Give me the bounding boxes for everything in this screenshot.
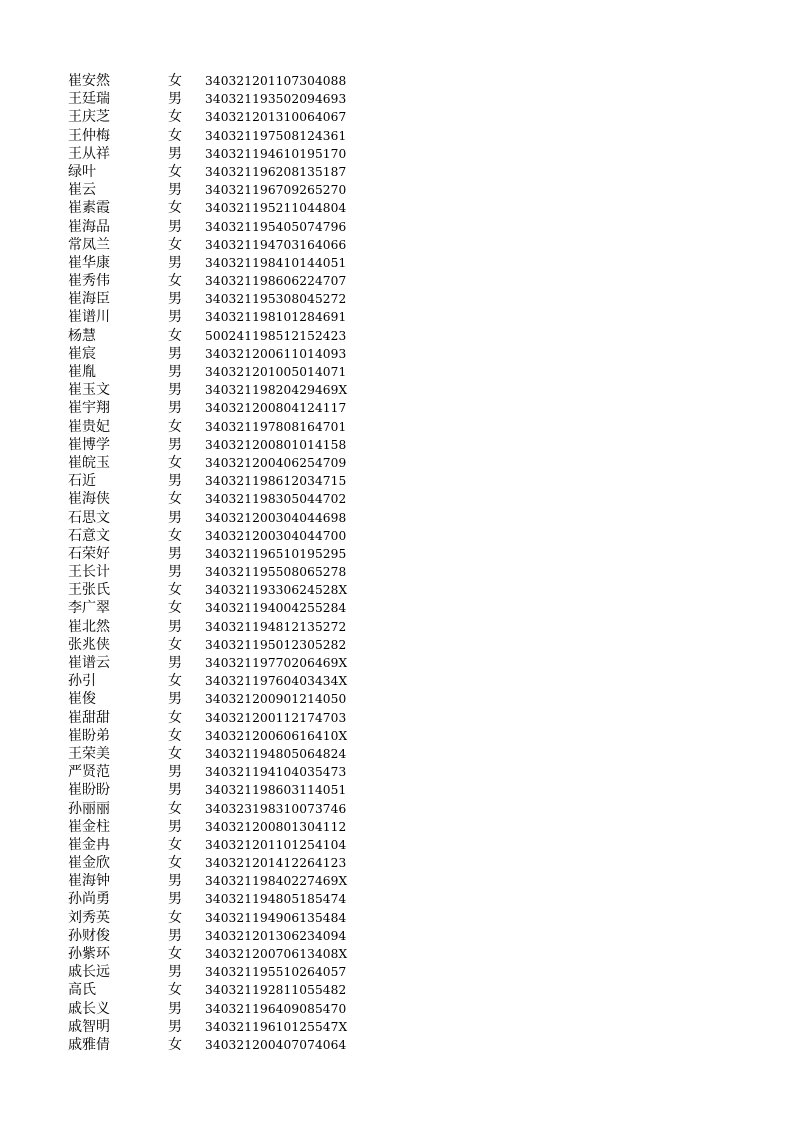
- person-gender: 女: [168, 745, 182, 762]
- person-name: 崔甜甜: [68, 709, 110, 726]
- person-gender: 女: [168, 800, 182, 817]
- id-number: 340321201101254104: [205, 837, 347, 852]
- id-number: 340321196510195295: [205, 546, 347, 561]
- id-number: 340321201107304088: [205, 74, 347, 88]
- id-number: 340321196409085470: [205, 1001, 347, 1016]
- person-gender: 女: [168, 127, 182, 144]
- table-row: [68, 654, 368, 672]
- person-name: 戚雅倩: [68, 1036, 110, 1053]
- table-row: [68, 272, 368, 290]
- person-gender: 女: [168, 709, 182, 726]
- id-number: 340321194812135272: [205, 619, 347, 634]
- person-gender: 男: [168, 782, 182, 799]
- person-name: 孙引: [68, 673, 96, 690]
- person-gender: 女: [168, 327, 182, 344]
- id-number: 340321196208135187: [205, 164, 347, 179]
- id-number: 340321200407074064: [205, 1037, 347, 1052]
- id-number: 340321201412264123: [205, 856, 347, 871]
- person-gender: 男: [168, 291, 182, 308]
- person-name: 崔海侠: [68, 491, 110, 508]
- person-name: 王长计: [68, 564, 110, 581]
- table-row: [68, 454, 368, 472]
- person-name: 孙紫环: [68, 946, 110, 962]
- table-row: [68, 1018, 368, 1036]
- table-row: [68, 254, 368, 272]
- table-row: [68, 418, 368, 436]
- person-gender: 男: [168, 545, 182, 562]
- table-row: [68, 963, 368, 981]
- id-number: 340321200406254709: [205, 455, 347, 470]
- table-row: [68, 800, 368, 818]
- table-row: [68, 108, 368, 126]
- table-row: [68, 836, 368, 854]
- person-gender: 女: [168, 855, 182, 872]
- person-gender: 男: [168, 873, 182, 890]
- id-number: 340321198606224707: [205, 274, 347, 289]
- id-number: 340321201005014071: [205, 365, 347, 379]
- person-gender: 男: [168, 509, 182, 526]
- table-row: [68, 563, 368, 581]
- id-number: 340321197808164701: [205, 419, 347, 434]
- person-name: 崔俊: [68, 691, 96, 708]
- person-gender: 男: [168, 145, 182, 162]
- table-row: [68, 381, 368, 399]
- person-gender: 男: [168, 364, 182, 380]
- person-gender: 男: [168, 309, 182, 326]
- person-gender: 女: [168, 527, 182, 544]
- id-number: 34032119760403434X: [205, 674, 348, 689]
- person-gender: 男: [168, 891, 182, 908]
- id-number: 340321198305044702: [205, 492, 347, 507]
- person-list: [68, 72, 368, 1054]
- id-number: 34032119330624528X: [205, 583, 348, 598]
- table-row: [68, 199, 368, 217]
- person-gender: 男: [168, 254, 182, 271]
- person-name: 严贤范: [68, 764, 110, 781]
- person-name: 崔金欣: [68, 855, 110, 872]
- person-name: 石近: [68, 473, 96, 490]
- person-gender: 男: [168, 618, 182, 635]
- id-number: 340321200901214050: [205, 692, 347, 707]
- person-name: 崔秀伟: [68, 273, 110, 290]
- table-row: [68, 1000, 368, 1018]
- person-gender: 男: [168, 655, 182, 671]
- table-row: [68, 345, 368, 363]
- table-row: [68, 236, 368, 254]
- person-name: 崔玉文: [68, 382, 110, 399]
- person-gender: 女: [168, 582, 182, 599]
- table-row: [68, 818, 368, 836]
- person-name: 石意文: [68, 527, 110, 544]
- person-name: 崔海臣: [68, 291, 110, 308]
- table-row: [68, 872, 368, 890]
- id-number: 34032119820429469X: [205, 383, 348, 398]
- person-name: 崔云: [68, 182, 96, 199]
- person-gender: 男: [168, 964, 182, 981]
- person-name: 崔皖玉: [68, 454, 110, 471]
- table-row: [68, 890, 368, 908]
- person-name: 孙财俊: [68, 927, 110, 944]
- person-gender: 男: [168, 91, 182, 108]
- person-name: 崔贵妃: [68, 418, 110, 435]
- table-row: [68, 854, 368, 872]
- id-number: 340323198310073746: [205, 801, 347, 816]
- person-name: 张兆侠: [68, 636, 110, 653]
- person-name: 崔宇翔: [68, 400, 110, 417]
- table-row: [68, 127, 368, 145]
- table-row: [68, 308, 368, 326]
- person-gender: 女: [168, 109, 182, 126]
- person-name: 崔谱川: [68, 309, 110, 326]
- person-name: 王张氏: [68, 582, 110, 599]
- person-gender: 女: [168, 946, 182, 962]
- table-row: [68, 363, 368, 381]
- person-name: 石思文: [68, 509, 110, 526]
- id-number: 340321192811055482: [205, 983, 347, 998]
- id-number: 340321194906135484: [205, 910, 347, 925]
- table-row: [68, 90, 368, 108]
- id-number: 340321200801014158: [205, 437, 347, 452]
- person-gender: 女: [168, 454, 182, 471]
- table-row: [68, 763, 368, 781]
- id-number: 340321196709265270: [205, 183, 347, 198]
- person-name: 杨慧: [68, 327, 96, 344]
- id-number: 340321200804124117: [205, 401, 347, 416]
- person-name: 崔安然: [68, 73, 110, 89]
- table-row: [68, 618, 368, 636]
- person-name: 孙丽丽: [68, 800, 110, 817]
- person-name: 崔盼盼: [68, 782, 110, 799]
- table-row: [68, 636, 368, 654]
- table-row: [68, 181, 368, 199]
- table-row: [68, 399, 368, 417]
- person-name: 王荣美: [68, 745, 110, 762]
- person-gender: 女: [168, 236, 182, 253]
- table-row: [68, 290, 368, 308]
- person-name: 崔素霞: [68, 200, 110, 217]
- person-name: 戚长义: [68, 1000, 110, 1017]
- person-gender: 男: [168, 1000, 182, 1017]
- id-number: 34032119840227469X: [205, 874, 348, 889]
- person-name: 孙尚勇: [68, 891, 110, 908]
- person-name: 崔胤: [68, 364, 96, 380]
- id-number: 34032120070613408X: [205, 947, 348, 961]
- id-number: 340321201310064067: [205, 110, 347, 125]
- table-row: [68, 72, 368, 90]
- id-number: 340321193502094693: [205, 92, 347, 107]
- table-row: [68, 145, 368, 163]
- person-name: 刘秀英: [68, 909, 110, 926]
- id-number: 340321198603114051: [205, 783, 347, 798]
- table-row: [68, 218, 368, 236]
- id-number: 340321195405074796: [205, 219, 347, 234]
- person-gender: 女: [168, 273, 182, 290]
- person-gender: 男: [168, 691, 182, 708]
- id-number: 340321194610195170: [205, 146, 347, 161]
- id-number: 340321201306234094: [205, 928, 347, 943]
- table-row: [68, 727, 368, 745]
- table-row: [68, 599, 368, 617]
- person-gender: 女: [168, 491, 182, 508]
- id-number: 340321195012305282: [205, 637, 347, 652]
- table-row: [68, 981, 368, 999]
- person-name: 崔宸: [68, 345, 96, 362]
- table-row: [68, 1036, 368, 1054]
- person-gender: 女: [168, 909, 182, 926]
- person-gender: 女: [168, 73, 182, 89]
- id-number: 340321200112174703: [205, 710, 347, 725]
- table-row: [68, 709, 368, 727]
- table-row: [68, 745, 368, 763]
- person-gender: 男: [168, 1018, 182, 1035]
- table-row: [68, 436, 368, 454]
- id-number: 340321198612034715: [205, 474, 347, 489]
- person-gender: 女: [168, 200, 182, 217]
- person-name: 绿叶: [68, 163, 96, 180]
- person-gender: 女: [168, 600, 182, 617]
- id-number: 500241198512152423: [205, 328, 347, 343]
- person-gender: 女: [168, 673, 182, 690]
- person-gender: 男: [168, 218, 182, 235]
- table-row: [68, 163, 368, 181]
- id-number: 340321194703164066: [205, 237, 347, 252]
- table-row: [68, 927, 368, 945]
- id-number: 340321194004255284: [205, 601, 347, 616]
- person-gender: 男: [168, 818, 182, 835]
- person-name: 崔盼弟: [68, 727, 110, 744]
- table-row: [68, 945, 368, 963]
- person-name: 崔北然: [68, 618, 110, 635]
- table-row: [68, 327, 368, 345]
- person-name: 崔金冉: [68, 836, 110, 853]
- person-name: 崔博学: [68, 436, 110, 453]
- table-row: [68, 581, 368, 599]
- table-row: [68, 909, 368, 927]
- person-gender: 男: [168, 345, 182, 362]
- person-name: 崔谱云: [68, 655, 110, 671]
- table-row: [68, 472, 368, 490]
- id-number: 340321197508124361: [205, 128, 347, 143]
- id-number: 340321195510264057: [205, 965, 347, 980]
- id-number: 340321194104035473: [205, 765, 347, 780]
- table-row: [68, 672, 368, 690]
- person-name: 戚智明: [68, 1018, 110, 1035]
- person-name: 王庆芝: [68, 109, 110, 126]
- id-number: 34032119770206469X: [205, 656, 348, 670]
- table-row: [68, 690, 368, 708]
- person-name: 崔华康: [68, 254, 110, 271]
- person-gender: 男: [168, 182, 182, 199]
- person-name: 李广翠: [68, 600, 110, 617]
- id-number: 34032119610125547X: [205, 1019, 348, 1034]
- id-number: 340321194805185474: [205, 892, 347, 907]
- person-gender: 女: [168, 727, 182, 744]
- person-gender: 男: [168, 764, 182, 781]
- person-gender: 男: [168, 564, 182, 581]
- id-number: 340321195211044804: [205, 201, 347, 216]
- person-gender: 女: [168, 982, 182, 999]
- person-gender: 女: [168, 163, 182, 180]
- id-number: 340321200304044700: [205, 528, 347, 543]
- person-name: 戚长远: [68, 964, 110, 981]
- table-row: [68, 490, 368, 508]
- person-name: 崔海品: [68, 218, 110, 235]
- id-number: 340321200801304112: [205, 819, 347, 834]
- table-row: [68, 545, 368, 563]
- id-number: 340321200611014093: [205, 346, 347, 361]
- person-name: 王从祥: [68, 145, 110, 162]
- person-gender: 男: [168, 927, 182, 944]
- id-number: 34032120060616410X: [205, 728, 348, 743]
- person-gender: 女: [168, 636, 182, 653]
- person-name: 崔金柱: [68, 818, 110, 835]
- person-name: 崔海钟: [68, 873, 110, 890]
- person-name: 王廷瑞: [68, 91, 110, 108]
- id-number: 340321194805064824: [205, 746, 347, 761]
- person-gender: 男: [168, 473, 182, 490]
- table-row: [68, 509, 368, 527]
- id-number: 340321198101284691: [205, 310, 347, 325]
- person-gender: 女: [168, 836, 182, 853]
- person-gender: 男: [168, 400, 182, 417]
- id-number: 340321198410144051: [205, 255, 347, 270]
- person-name: 石荣好: [68, 545, 110, 562]
- table-row: [68, 781, 368, 799]
- person-name: 高氏: [68, 982, 96, 999]
- id-number: 340321195508065278: [205, 565, 347, 580]
- person-gender: 女: [168, 418, 182, 435]
- id-number: 340321195308045272: [205, 292, 347, 307]
- person-name: 王仲梅: [68, 127, 110, 144]
- id-number: 340321200304044698: [205, 510, 347, 525]
- table-row: [68, 527, 368, 545]
- person-name: 常凤兰: [68, 236, 110, 253]
- person-gender: 男: [168, 436, 182, 453]
- person-gender: 男: [168, 382, 182, 399]
- person-gender: 女: [168, 1036, 182, 1053]
